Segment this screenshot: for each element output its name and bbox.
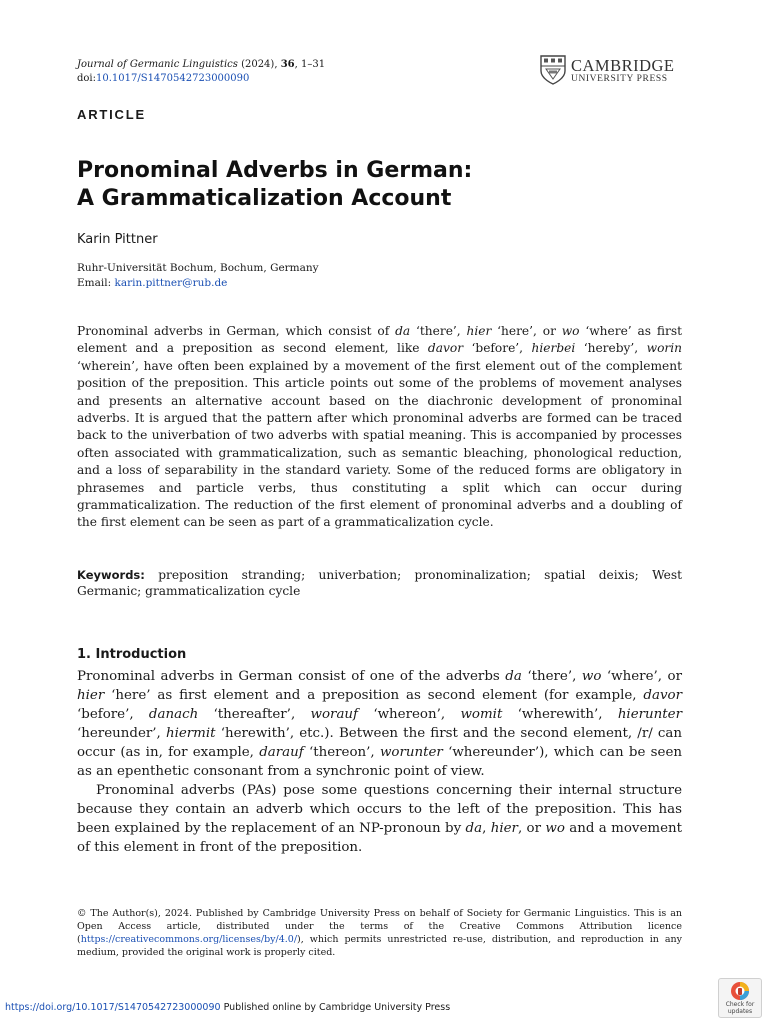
- keywords-label: Keywords:: [77, 568, 145, 582]
- author-name: Karin Pittner: [77, 232, 158, 247]
- cambridge-logo[interactable]: [540, 55, 685, 87]
- check-for-updates-badge[interactable]: Check for updates: [718, 978, 762, 1018]
- footer-doi-link[interactable]: https://doi.org/10.1017/S1470542723000090: [5, 1002, 221, 1013]
- keywords-list: preposition stranding; univerbation; pronominalization; spatial deixis; West Germanic; grammaticalization cycle: [77, 568, 682, 598]
- doi-link[interactable]: 10.1017/S1470542723000090: [96, 73, 250, 84]
- publisher-subtitle: UNIVERSITY PRESS: [571, 74, 668, 84]
- publisher-name: CAMBRIDGE: [571, 56, 675, 75]
- abstract: Pronominal adverbs in German, which consist of da ‘there’, hier ‘here’, or wo ‘where’ as first element and a preposition as second element, like davor ‘before’, hierbei ‘hereby’, worin ‘wherein’, have often been explained by a movement of the first element out of the complement position of the preposition. This article points out some of the problems of movement analyses and presents an alternative account based on the diachronic development of pronominal adverbs. It is argued that the pattern after which pronominal adverbs are formed can be traced back to the univerbation of two adverbs with spatial meaning. This is accompanied by processes often associated with grammaticalization, such as semantic bleaching, phonological reduction, and a loss of separability in the standard variety. Some of the reduced forms are obligatory in phrasemes and particle verbs, thus constituting a split which can occur during grammaticalization. The reduction of the first element of pronominal adverbs and a doubling of the first element can be seen as part of a grammaticalization cycle.: [77, 324, 682, 530]
- journal-name: Journal of Germanic Linguistics: [77, 59, 238, 70]
- paragraph-2: Pronominal adverbs (PAs) pose some questions concerning their internal structure because they contain an adverb which occurs to the left of the preposition. This has been explained by the replacement of an NP-pronoun by da, hier, or wo and a movement of this element in front of the preposition.: [77, 783, 683, 855]
- check-for-updates-icon: [730, 981, 750, 1001]
- license-link[interactable]: https://creativecommons.org/licenses/by/4.0/: [80, 934, 298, 945]
- section-body: [77, 667, 682, 857]
- article-title: Pronominal Adverbs in German: A Grammaticalization Account: [77, 158, 473, 211]
- keywords: [77, 568, 682, 599]
- license-notice: © The Author(s), 2024. Published by Cambridge University Press on behalf of Society for Germanic Linguistics. This is an Open Access article, distributed under the terms of the Creative Commons Attribution licence (https://creativecommons.org/licenses/by/4.0/), which permits unrestricted re-use, distribution, and reproduction in any medium, provided the original work is properly cited.: [77, 908, 682, 958]
- section-heading-introduction: 1. Introduction: [77, 647, 187, 662]
- page-footer: https://doi.org/10.1017/S1470542723000090 Published online by Cambridge University Press: [5, 1002, 451, 1013]
- cambridge-shield-icon: [540, 55, 566, 85]
- author-email-link[interactable]: karin.pittner@rub.de: [114, 277, 228, 289]
- author-affiliation: Ruhr-Universität Bochum, Bochum, Germany Email: karin.pittner@rub.de: [77, 262, 319, 289]
- article-type-label: ARTICLE: [77, 107, 146, 122]
- paragraph-1: Pronominal adverbs in German consist of one of the adverbs da ‘there’, wo ‘where’, or hier ‘here’ as first element and a preposition as second element (for example, davor ‘before’, danach ‘thereafter’, worauf ‘whereon’, womit ‘wherewith’, hierunter ‘hereunder’, hiermit ‘herewith’, etc.). Between the first and the second element, /r/ can occur (as in, for example, darauf ‘thereon’, worunter ‘whereunder’), which can be seen as an epenthetic consonant from a synchronic point of view.: [77, 669, 682, 779]
- journal-citation: Journal of Germanic Linguistics (2024), 36, 1–31: [77, 59, 326, 70]
- doi-line: doi:10.1017/S1470542723000090: [77, 73, 250, 84]
- journal-volume: 36: [280, 59, 295, 70]
